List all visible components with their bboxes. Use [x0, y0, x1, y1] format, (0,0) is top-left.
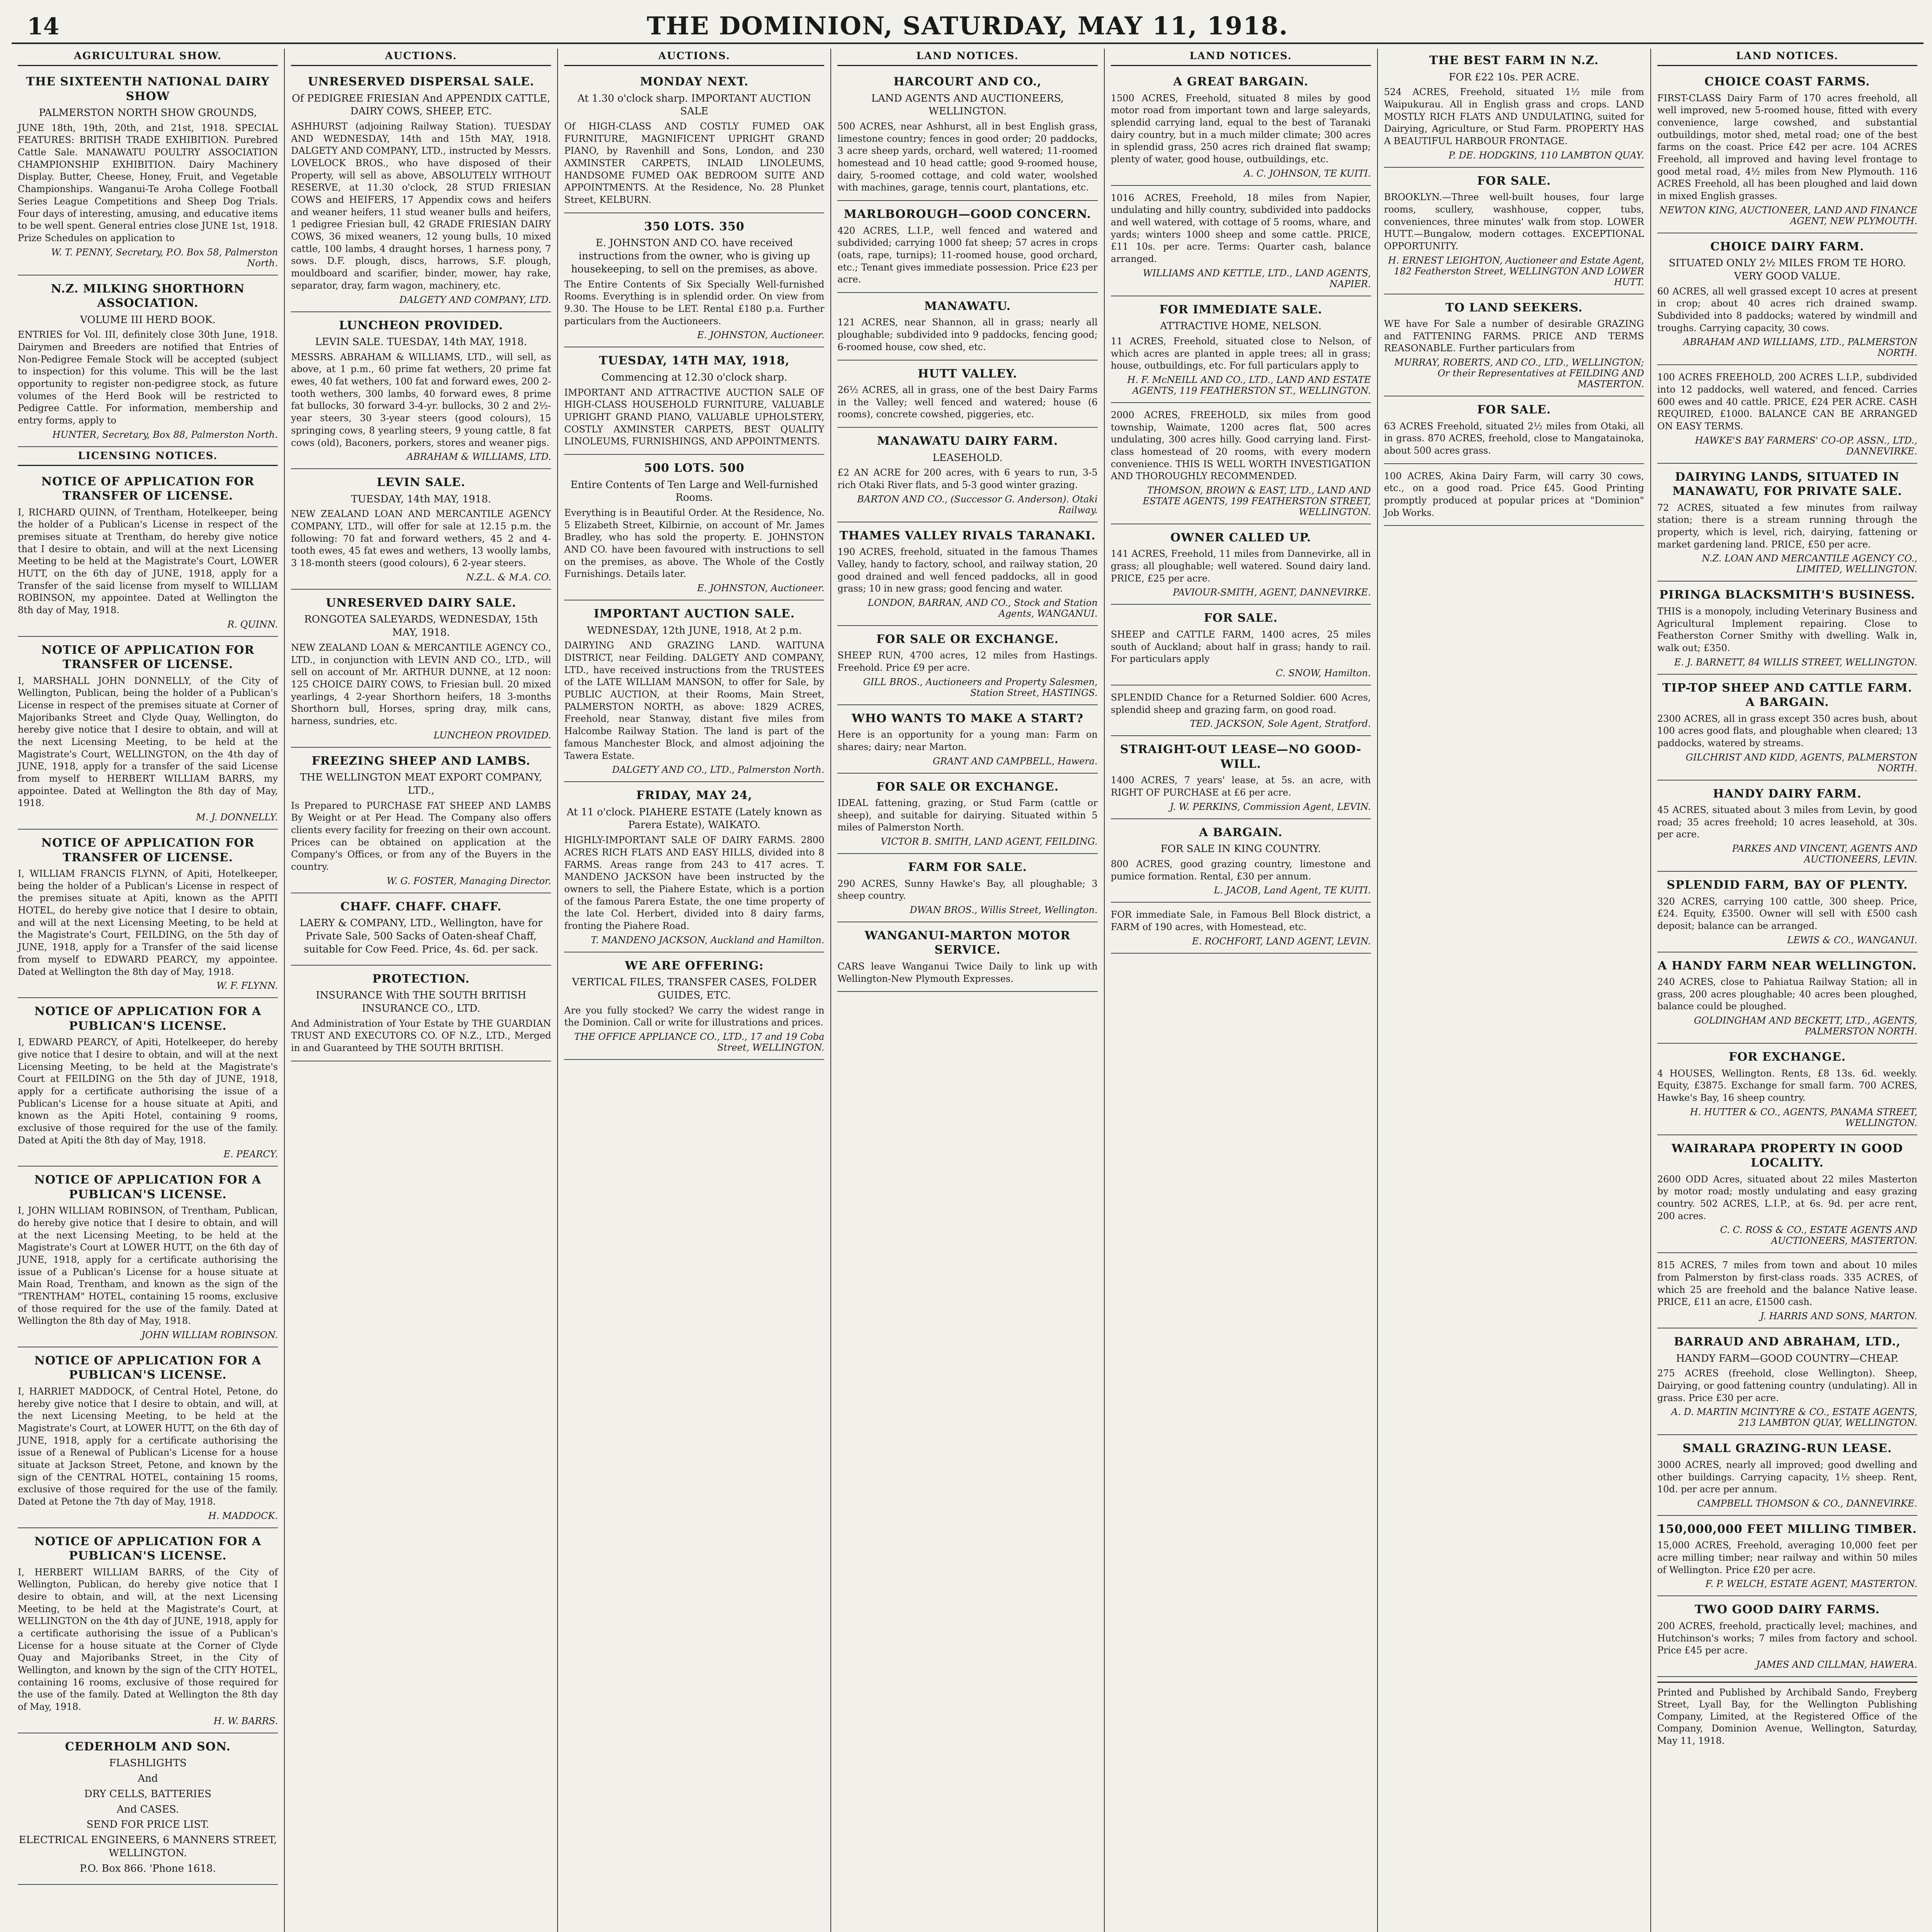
advertisement [1657, 583, 1917, 674]
ad-subtitle: Entire Contents of Ten Large and Well-furnished Rooms. [570, 479, 818, 504]
advertisement [291, 70, 551, 312]
ad-subtitle: PALMERSTON NORTH SHOW GROUNDS, [39, 107, 257, 119]
advertisement [1384, 296, 1644, 397]
advertisement [1111, 606, 1371, 685]
ad-body: 524 ACRES, Freehold, situated 1½ mile from Waipukurau. All in English grass and crops. LAND MOSTLY RICH FLATS AND UNDULATING, suited for Dairying, Agriculture, or Stud Farm. PROPERTY HAS A BEAUTIFUL HARBOUR FRONTAGE. [1384, 87, 1644, 146]
ad-body: The Entire Contents of Six Specially Well-furnished Rooms. Everything is in splendid order. On view from 9.30. The House to be LET. Rental £180 p.a. Further particulars from the Auctioneers. [564, 279, 825, 327]
advertisement [1111, 821, 1371, 903]
ad-subtitle: THE WELLINGTON MEAT EXPORT COMPANY, LTD., [300, 772, 543, 796]
ad-subtitle: TUESDAY, 14th MAY, 1918. [351, 493, 492, 505]
ad-signature: N.Z.L. & M.A. CO. [466, 571, 551, 583]
ad-body: 26½ ACRES, all in grass, one of the best Dairy Farms in the Valley; well fenced and watered; house (6 rooms), concrete cowshed, piggeries, etc. [837, 384, 1098, 420]
ad-signature: GOLDINGHAM AND BECKETT, LTD., AGENTS, PALMERSTON NORTH. [1694, 1015, 1917, 1037]
advertisement [291, 895, 551, 966]
ad-signature: JOHN WILLIAM ROBINSON. [141, 1329, 278, 1340]
ad-signature: LEWIS & CO., WANGANUI. [1787, 934, 1917, 946]
ad-title: NOTICE OF APPLICATION FOR A PUBLICAN'S LICENSE. [34, 1534, 262, 1563]
ad-signature: H. MADDOCK. [208, 1510, 278, 1521]
advertisement [1657, 465, 1917, 582]
column-heading: AUCTIONS. [291, 49, 551, 66]
advertisement [18, 470, 278, 637]
ad-title: THAMES VALLEY RIVALS TARANAKI. [839, 529, 1096, 543]
advertisement [837, 524, 1097, 626]
ad-body: I, EDWARD PEARCY, of Apiti, Hotelkeeper, do hereby give notice that I desire to obtain, and will at the next Licensing Meeting, to be held at the Magistrate's Court at FEILDING on the 5th day of JUNE, 1918, apply for a certificate authorising the issue of a Publican's License for a house situate at Apiti, and known as the Apiti Hotel, containing 9 rooms, exclusive of those required for the use of the family. Dated at Apiti the 8th day of May, 1918. [18, 1037, 278, 1146]
ad-body: 275 ACRES (freehold, close Wellington). Sheep, Dairying, or good fattening country (undulating). All in grass. Price £30 per acre. [1657, 1368, 1917, 1403]
ad-signature: H. F. McNEILL AND CO., LTD., LAND AND ESTATE AGENTS, 119 FEATHERSTON ST., WELLINGTON. [1127, 374, 1371, 396]
advertisement [1384, 466, 1644, 526]
ad-signature: ABRAHAM & WILLIAMS, LTD. [406, 451, 551, 463]
ad-body: JUNE 18th, 19th, 20th, and 21st, 1918. SPECIAL FEATURES: BRITISH TRADE EXHIBITION. Purebred Cattle Sale. MANAWATU POULTRY ASSOCIATION CHAMPIONSHIP EXHIBITION. Dairy Machinery Display. Butter, Cheese, Honey, Fruit, and Vegetable Championships. Wanganui-Te Aroha College Football Series League Competitions and Sheep Dog Trials. Four days of interesting, amusing, and educative items to be well spent. General entries close JUNE 1st, 1918. Prize Schedules on application to [18, 122, 278, 243]
ad-signature: P. DE. HODGKINS, 110 LAMBTON QUAY. [1448, 150, 1644, 161]
ad-title: NOTICE OF APPLICATION FOR TRANSFER OF LICENSE. [41, 836, 255, 864]
ad-title: TO LAND SEEKERS. [1445, 301, 1583, 315]
column-heading: LAND NOTICES. [837, 49, 1097, 66]
ad-body: 60 ACRES, all well grassed except 10 acres at present in crop; about 40 acres rich drained swamp. Subdivided into 8 paddocks; watered by windmill and troughs. Carrying capacity, 30 cows. [1657, 286, 1917, 333]
column-3 [557, 49, 830, 1932]
ad-title: CHOICE DAIRY FARM. [1710, 240, 1864, 253]
ad-signature: F. P. WELCH, ESTATE AGENT, MASTERTON. [1705, 1578, 1917, 1590]
ad-signature: W. F. FLYNN. [216, 980, 278, 992]
advertisement [18, 1349, 278, 1528]
ad-body: FOR immediate Sale, in Famous Bell Block district, a FARM of 190 acres, with Homestead, etc. [1111, 909, 1371, 932]
ad-body: 121 ACRES, near Shannon, all in grass; nearly all ploughable; subdivided into 9 paddocks, fencing good; 6-roomed house, cow shed, etc. [837, 317, 1098, 352]
advertisement [837, 362, 1097, 428]
ad-body: 1016 ACRES, Freehold, 18 miles from Napier, undulating and hilly country, subdivided into paddocks and well watered, with cottage of 5 rooms, whare, and yards; winters 1000 sheep and some cattle. PRICE, £11 10s. per acre. Terms: Quarter cash, balance arranged. [1111, 192, 1371, 264]
ad-title: LUNCHEON PROVIDED. [339, 318, 503, 332]
ad-body: DAIRYING AND GRAZING LAND. WAITUNA DISTRICT, near Feilding. DALGETY AND COMPANY, LTD., have received instructions from the TRUSTEES of the LATE WILLIAM MANSON, to offer for Sale, by PUBLIC AUCTION, at their Rooms, Main Street, PALMERSTON NORTH, as above: 1829 ACRES, Freehold, near Stanway, distant five miles from Halcombe Railway Station. The land is part of the famous Manchester Block, and almost adjoining the Tawera Estate. [564, 640, 825, 761]
column-5 [1104, 49, 1377, 1932]
ad-title: UNRESERVED DAIRY SALE. [326, 596, 517, 610]
ad-subtitle: LAND AGENTS AND AUCTIONEERS, WELLINGTON. [871, 92, 1064, 117]
ad-signature: J. HARRIS AND SONS, MARTON. [1760, 1311, 1917, 1322]
ad-signature: BARTON AND CO., (Successor G. Anderson). Otaki Railway. [857, 493, 1098, 515]
ad-body: NEW ZEALAND LOAN AND MERCANTILE AGENCY COMPANY, LTD., will offer for sale at 12.15 p.m. the following: 70 fat and forward wethers, 45 2 and 4-tooth ewes, 45 fat ewes and wethers, 13 woolly lambs, 3 18-month steers (good colours), 6 2-year steers. [291, 509, 551, 569]
ad-title: 500 LOTS. 500 [644, 461, 745, 475]
ad-signature: NEWTON KING, AUCTIONEER, LAND AND FINANCE AGENT, NEW PLYMOUTH. [1659, 204, 1917, 226]
ad-signature: THOMSON, BROWN & EAST, LTD., LAND AND ESTATE AGENTS, 199 FEATHERSTON STREET, WELLINGTON. [1143, 485, 1371, 517]
ad-signature: L. JACOB, Land Agent, TE KUITI. [1214, 885, 1371, 896]
ad-title: CHOICE COAST FARMS. [1704, 75, 1870, 88]
advertisement [837, 924, 1097, 992]
ad-signature: N.Z. LOAN AND MERCANTILE AGENCY CO., LIMITED, WELLINGTON. [1702, 553, 1917, 575]
ad-title: LEVIN SALE. [376, 476, 466, 490]
ad-title: MANAWATU. [924, 299, 1011, 313]
advertisement [1111, 904, 1371, 953]
advertisement [1111, 187, 1371, 296]
ad-signature: H. ERNEST LEIGHTON, Auctioneer and Estate Agent, 182 Featherston Street, WELLINGTON AND LOWER HUTT. [1388, 255, 1644, 287]
ad-body: 11 ACRES, Freehold, situated close to Nelson, of which acres are planted in apple trees; all in grass; house, outbuildings, etc. For full particulars apply to [1111, 335, 1371, 371]
ad-signature: JAMES AND CILLMAN, HAWERA. [1756, 1659, 1917, 1670]
ad-subtitle: FOR £22 10s. PER ACRE. [1449, 71, 1580, 83]
ad-signature: MURRAY, ROBERTS, AND CO., LTD., WELLINGTON; Or their Representatives at FEILDING AND MASTERTON. [1394, 357, 1644, 390]
ad-signature: J. W. PERKINS, Commission Agent, LEVIN. [1170, 801, 1371, 812]
ad-body: 45 ACRES, situated about 3 miles from Levin, by good road; 35 acres freehold; 10 acres leasehold, at 30s. per acre. [1657, 804, 1917, 840]
ad-body: Are you fully stocked? We carry the widest range in the Dominion. Call or write for illustrations and prices. [564, 1005, 825, 1028]
advertisement [291, 314, 551, 469]
ad-body: 3000 ACRES, nearly all improved; good dwelling and other buildings. Carrying capacity, 1½ sheep. Rent, 10d. per acre per annum. [1657, 1459, 1917, 1495]
ad-title: PROTECTION. [372, 972, 470, 986]
ad-title: PIRINGA BLACKSMITH'S BUSINESS. [1659, 588, 1915, 602]
ad-title: TWO GOOD DAIRY FARMS. [1694, 1603, 1880, 1617]
advertisement [564, 456, 824, 600]
advertisement [1657, 873, 1917, 952]
ad-signature: DALGETY AND CO., LTD., Palmerston North. [612, 764, 825, 776]
printer-imprint: Printed and Published by Archibald Sando, Freyberg Street, Lyall Bay, for the Wellington Publishing Company, Limited, at the Registered Office of the Company, Dominion Avenue, Wellington, Saturday, May 11, 1918. [1657, 1682, 1917, 1747]
ad-subtitle: E. JOHNSTON AND CO. have received instructions from the owner, who is giving up housekeeping, to sell on the premises, as above. [571, 237, 818, 275]
column-heading: LAND NOTICES. [1111, 49, 1371, 66]
advertisement [18, 1530, 278, 1733]
ad-body: 2300 ACRES, all in grass except 350 acres bush, about 100 acres good flats, and ploughable when cleared; 13 paddocks, watered by streams. [1657, 713, 1917, 748]
advertisement [837, 294, 1097, 361]
ad-signature: C. C. ROSS & CO., ESTATE AGENTS AND AUCTIONEERS, MASTERTON. [1720, 1225, 1917, 1247]
ad-title: WHO WANTS TO MAKE A START? [852, 711, 1083, 725]
ad-body: 141 ACRES, Freehold, 11 miles from Dannevirke, all in grass; all ploughable; well watered. Sound dairy land. PRICE, £25 per acre. [1111, 548, 1371, 584]
advertisement [1657, 954, 1917, 1044]
advertisement [1384, 169, 1644, 294]
ad-body: 2600 ODD Acres, situated about 22 miles Masterton by motor road; mostly undulating and easy grazing country. 502 ACRES, L.I.P., at 6s. 9d. per acre rent, 200 acres. [1657, 1173, 1917, 1221]
ad-signature: PAVIOUR-SMITH, AGENT, DANNEVIRKE. [1173, 587, 1371, 598]
ad-title: MONDAY NEXT. [640, 75, 749, 88]
ad-signature: HUNTER, Secretary, Box 88, Palmerston North. [52, 429, 278, 440]
ad-title: NOTICE OF APPLICATION FOR TRANSFER OF LICENSE. [41, 474, 255, 503]
ad-signature: H. HUTTER & CO., AGENTS, PANAMA STREET, WELLINGTON. [1690, 1106, 1917, 1128]
advertisement [1657, 1045, 1917, 1135]
ad-title: HUTT VALLEY. [918, 367, 1017, 381]
ad-body: I, HERBERT WILLIAM BARRS, of the City of Wellington, Publican, do hereby give notice that I desire to obtain, and will, at the next Licensing Meeting, to be held at the Magistrate's Court, at WELLINGTON on the 4th day of JUNE, 1918, apply for a certificate authorising the issue of a Publican's License for a house situate at the Corner of Clyde Quay and Majoribanks Street, in the City of Wellington, and known by the sign of the CITY HOTEL, containing 16 rooms, exclusive of those required for the use of the family. Dated at Wellington the 8th day of May, 1918. [18, 1566, 278, 1713]
ad-body: 420 ACRES, L.I.P., well fenced and watered and subdivided; carrying 1000 fat sheep; 57 acres in crops (oats, rape, turnips); 11-roomed house, good orchard, etc.; Tenant gives immediate possession. Price £23 per acre. [837, 225, 1098, 285]
ad-title: WANGANUI-MARTON MOTOR SERVICE. [864, 929, 1071, 957]
ad-signature: GRANT AND CAMPBELL, Hawera. [933, 755, 1098, 767]
ad-line: DRY CELLS, BATTERIES [84, 1788, 212, 1800]
ad-title: THE BEST FARM IN N.Z. [1429, 54, 1599, 67]
ad-signature: PARKES AND VINCENT, AGENTS AND AUCTIONEERS, LEVIN. [1732, 843, 1917, 865]
advertisement [837, 707, 1097, 774]
masthead-title: THE DOMINION, SATURDAY, MAY 11, 1918. [646, 12, 1289, 41]
ad-title: NOTICE OF APPLICATION FOR A PUBLICAN'S LICENSE. [34, 1005, 262, 1033]
advertisement [1657, 782, 1917, 872]
ad-title: FREEZING SHEEP AND LAMBS. [311, 754, 531, 768]
masthead [12, 12, 1923, 44]
ad-signature: C. SNOW, Hamilton. [1276, 667, 1371, 679]
ad-signature: DALGETY AND COMPANY, LTD. [399, 294, 551, 305]
ad-title: NOTICE OF APPLICATION FOR TRANSFER OF LICENSE. [41, 643, 255, 672]
ad-signature: E. JOHNSTON, Auctioneer. [697, 583, 825, 594]
advertisement [837, 628, 1097, 705]
licensing-heading: LICENSING NOTICES. [18, 449, 278, 466]
ad-subtitle: RONGOTEA SALEYARDS, WEDNESDAY, 15th MAY, 1918. [304, 614, 538, 639]
ad-title: DAIRYING LANDS, SITUATED IN MANAWATU, FOR PRIVATE SALE. [1672, 470, 1902, 498]
advertisement [1657, 1137, 1917, 1253]
ad-signature: ABRAHAM AND WILLIAMS, LTD., PALMERSTON NORTH. [1683, 337, 1917, 359]
ad-title: FOR SALE. [1477, 403, 1551, 417]
ad-subtitle: HANDY FARM—GOOD COUNTRY—CHEAP. [1676, 1352, 1899, 1364]
ad-signature: E. ROCHFORT, LAND AGENT, LEVIN. [1192, 935, 1371, 947]
ad-title: SPLENDID FARM, BAY OF PLENTY. [1667, 878, 1908, 892]
ad-signature: E. JOHNSTON, Auctioneer. [697, 330, 825, 341]
ad-body: 15,000 ACRES, Freehold, averaging 10,000 feet per acre milling timber; near railway and within 50 miles of Wellington. Price £20 per acre. [1657, 1540, 1917, 1575]
ad-body: SPLENDID Chance for a Returned Soldier. 600 Acres, splendid sheep and grazing farm, on good road. [1111, 692, 1371, 715]
advertisement [1111, 405, 1371, 524]
ad-body: 290 ACRES, Sunny Hawke's Bay, all ploughable; 3 sheep country. [837, 878, 1098, 901]
column-2 [284, 49, 557, 1932]
ad-subtitle: FOR SALE IN KING COUNTRY. [1160, 843, 1321, 855]
ad-signature: VICTOR B. SMITH, LAND AGENT, FEILDING. [881, 836, 1098, 847]
ad-body: IMPORTANT AND ATTRACTIVE AUCTION SALE OF HIGH-CLASS HOUSEHOLD FURNITURE, VALUABLE UPRIGHT GRAND PIANO, VALUABLE UPHOLSTERY, COSTLY AXMINSTER CARPETS, BEST QUALITY LINOLEUMS, FURNISHINGS, AND APPOINTMENTS. [564, 387, 825, 447]
advertisement [1111, 526, 1371, 605]
ad-body: Of HIGH-CLASS AND COSTLY FUMED OAK FURNITURE, MAGNIFICENT UPRIGHT GRAND PIANO, by Ravenhill and Sons, London, and 230 AXMINSTER CARPETS, INLAID LINOLEUMS, HANDSOME FUMED OAK BEDROOM SUITE AND APPOINTMENTS. At the Residence, No. 28 Plunket Street, KELBURN. [564, 121, 825, 206]
ad-title: WE ARE OFFERING: [625, 959, 764, 973]
advertisement [1657, 676, 1917, 781]
ad-line: ELECTRICAL ENGINEERS, 6 MANNERS STREET, WELLINGTON. [19, 1834, 277, 1859]
advertisement [564, 602, 824, 782]
ad-signature: LONDON, BARRAN, AND CO., Stock and Station Agents, WANGANUI. [867, 597, 1098, 619]
ad-body: 2000 ACRES, FREEHOLD, six miles from good township, Waimate, 1200 acres flat, 500 acres undulating, 300 acres hilly. Good carrying land. First-class homestead of 20 rooms, with every modern convenience. THIS IS WELL WORTH INVESTIGATION AND THOROUGHLY RECOMMENDED. [1111, 409, 1371, 482]
advertisement [1657, 235, 1917, 366]
advertisement [1657, 1598, 1917, 1677]
ad-title: MANAWATU DAIRY FARM. [877, 434, 1058, 448]
ad-signature: R. QUINN. [227, 619, 278, 630]
ad-title: CHAFF. CHAFF. CHAFF. [340, 900, 502, 913]
ad-title: A BARGAIN. [1199, 825, 1283, 839]
ad-title: OWNER CALLED UP. [1170, 531, 1311, 544]
ad-body: £2 AN ACRE for 200 acres, with 6 years to run, 3-5 rich Otaki River flats, and 5-3 good winter grazing. [837, 467, 1098, 490]
ad-title: FOR SALE OR EXCHANGE. [876, 632, 1059, 646]
advertisement [837, 855, 1097, 922]
advertisement [1111, 738, 1371, 819]
ad-signature: GILL BROS., Auctioneers and Property Salesmen, Station Street, HASTINGS. [863, 676, 1098, 698]
advertisement [1657, 1437, 1917, 1516]
advertisement [1657, 1255, 1917, 1328]
ad-signature: T. MANDENO JACKSON, Auckland and Hamilton. [591, 934, 825, 946]
advertisement [564, 215, 824, 348]
ad-body: 1500 ACRES, Freehold, situated 8 miles by good motor road from important town and large saleyards, splendid carrying land, equal to the best of Taranaki dairy country, but in a much milder climate; 300 acres in splendid grass, 250 acres rich drained flat swamp; plenty of water, good house, outbuildings, etc. [1111, 92, 1371, 165]
advertisement [18, 1000, 278, 1167]
ad-title: FRIDAY, MAY 24, [636, 789, 753, 803]
advertisement [564, 784, 824, 952]
ad-subtitle: At 11 o'clock. PIAHERE ESTATE (Lately known as Parera Estate), WAIKATO. [566, 806, 822, 831]
ad-title: FOR SALE. [1477, 174, 1551, 188]
ad-title: BARRAUD AND ABRAHAM, LTD., [1673, 1335, 1901, 1349]
ad-title: N.Z. MILKING SHORTHORN ASSOCIATION. [51, 282, 245, 310]
ad-title: CEDERHOLM AND SON. [65, 1740, 231, 1753]
column-heading: LAND NOTICES. [1657, 49, 1917, 66]
advertisement [837, 202, 1097, 293]
ad-body: ASHHURST (adjoining Railway Station). TUESDAY AND WEDNESDAY, 14th and 15th MAY, 1918. DALGETY AND COMPANY, LTD., instructed by Messrs. LOVELOCK BROS., who have disposed of their Property, will sell as above, ABSOLUTELY WITHOUT RESERVE, at 11.30 o'clock, 28 STUD FRIESIAN COWS and HEIFERS, 17 Appendix cows and heifers and weaner heifers, 11 stud weaner bulls and heifers, 1 pedigree Friesian bull, 42 GRADE FRIESIAN DAIRY COWS, 36 mixed weaners, 12 young bulls, 10 mixed cattle, 100 lambs, 4 draught horses, 1 harness pony, 7 sows. D.F. plough, discs, harrows, S.F. plough, mouldboard and scarifier, binder, mower, hay rake, separator, dray, farm wagon, machinery, etc. [291, 121, 551, 291]
ad-signature: TED. JACKSON, Sole Agent, Stratford. [1190, 718, 1371, 730]
ad-line: FLASHLIGHTS [109, 1757, 187, 1769]
column-1 [12, 49, 284, 1932]
column-4 [830, 49, 1104, 1932]
ad-body: I, JOHN WILLIAM ROBINSON, of Trentham, Publican, do hereby give notice that I desire to obtain, and will at the next Licensing Meeting, to be held at the Magistrate's Court at LOWER HUTT, on the 6th day of JUNE, 1918, apply for a certificate authorising the issue of a Publican's License for a house situate at Main Road, Trentham, and known as the sign of the "TRENTHAM" HOTEL, containing 15 rooms, exclusive of those required for the use of the family. Dated at Wellington the 8th day of May, 1918. [18, 1205, 278, 1327]
ad-body: 500 ACRES, near Ashhurst, all in best English grass, limestone country; fences in good order; 20 paddocks, 3 acre sheep yards, orchard, well watered; 11-roomed homestead and 10 head cattle; good 9-roomed house, dairy, 5-roomed cottage, and cold water, woolshed with machines, garage, tennis court, plantations, etc. [837, 121, 1098, 193]
ad-body: NEW ZEALAND LOAN & MERCANTILE AGENCY CO., LTD., in conjunction with LEVIN AND CO., LTD., will sell on account of Mr. ARTHUR DUNNE, at 12 noon: 125 CHOICE DAIRY COWS, to Friesian bull. 20 mixed yearlings, 4 2-year Shorthorn heifers, 18 3-months Shorthorn bull, Horses, spring dray, milk cans, harness, sundries, etc. [291, 642, 551, 726]
advertisement [837, 70, 1097, 201]
ad-body: 63 ACRES Freehold, situated 2½ miles from Otaki, all in grass. 870 ACRES, freehold, close to Mangatainoka, about 500 acres grass. [1384, 420, 1644, 456]
ad-subtitle: Commencing at 12.30 o'clock sharp. [601, 371, 787, 383]
ad-signature: HAWKE'S BAY FARMERS' CO-OP. ASSN., LTD., DANNEVIRKE. [1695, 435, 1917, 457]
newspaper-page [12, 12, 1923, 1932]
ad-signature: M. J. DONNELLY. [196, 812, 278, 823]
advertisement [837, 775, 1097, 854]
advertisement [1657, 367, 1917, 463]
advertisement [1657, 1517, 1917, 1597]
ad-signature: W. G. FOSTER, Managing Director. [386, 875, 551, 886]
ad-body: 320 ACRES, carrying 100 cattle, 300 sheep. Price, £24. Equity, £3500. Owner will sell with £500 cash deposit; balance can be arranged. [1657, 896, 1917, 931]
ad-body: THIS is a monopoly, including Veterinary Business and Agricultural Implement repairing. Close to Featherston Corner Smithy with dwelling. Walk in, walk out; £350. [1657, 605, 1917, 653]
ad-signature: E. J. BARNETT, 84 WILLIS STREET, WELLINGTON. [1674, 656, 1917, 668]
ad-title: IMPORTANT AUCTION SALE. [594, 607, 795, 621]
ad-title: WAIRARAPA PROPERTY IN GOOD LOCALITY. [1671, 1141, 1903, 1170]
advertisement [18, 831, 278, 998]
ad-body: And Administration of Your Estate by THE GUARDIAN TRUST AND EXECUTORS CO. OF N.Z., LTD., Merged in and Guaranteed by THE SOUTH BRITISH. [291, 1018, 551, 1054]
advertisement [18, 638, 278, 830]
ad-title: FOR EXCHANGE. [1728, 1050, 1846, 1064]
ad-body: 240 ACRES, close to Pahiatua Railway Station; all in grass, 200 acres ploughable; 40 acres been ploughed, balance could be ploughed. [1657, 976, 1917, 1012]
advertisement [564, 70, 824, 213]
ad-signature: LUNCHEON PROVIDED. [434, 730, 551, 741]
ad-body: I, MARSHALL JOHN DONNELLY, of the City of Wellington, Publican, being the holder of a Publican's License in respect of the premises situate at Corner of Majoribanks Street and Clyde Quay, Wellington, do hereby give notice that I desire to obtain, and will at the next Licensing Meeting, to be held at the Magistrate's Court, WELLINGTON, on the 4th day of JUNE, 1918, apply for a transfer of the said License from myself to HERBERT WILLIAM BARRS, my appointee. Dated at Wellington the 8th day of May, 1918. [18, 675, 278, 809]
ad-body: 200 ACRES, freehold, practically level; machines, and Hutchinson's works; 7 miles from factory and school. Price £45 per acre. [1657, 1620, 1917, 1656]
ad-body: I, RICHARD QUINN, of Trentham, Hotelkeeper, being the holder of a Publican's License in respect of the premises situate at Trentham, do hereby give notice that I desire to obtain, and will at the next Licensing Meeting to be held at the Magistrate's Court, LOWER HUTT, on the 6th day of JUNE, 1918, apply for a Transfer of the said license from myself to WILLIAM ROBINSON, my appointee. Dated at Wellington the 8th day of May, 1918. [18, 507, 278, 616]
ad-body: Everything is in Beautiful Order. At the Residence, No. 5 Elizabeth Street, Kilbirnie, on account of Mr. James Bradley, who has sold the property. E. JOHNSTON AND CO. have been favoured with instructions to sell on the premises, as above. The Whole of the Costly Furnishings. Details later. [564, 507, 825, 580]
ad-title: A GREAT BARGAIN. [1173, 75, 1309, 88]
ad-subtitle: VOLUME III HERD BOOK. [80, 314, 216, 326]
advertisement [1384, 398, 1644, 464]
ad-title: 350 LOTS. 350 [644, 219, 745, 233]
advertisement [291, 967, 551, 1061]
ad-signature: GILCHRIST AND KIDD, AGENTS, PALMERSTON NORTH. [1685, 752, 1917, 774]
ad-title: UNRESERVED DISPERSAL SALE. [308, 75, 534, 88]
ad-body: 800 ACRES, good grazing country, limestone and pumice formation. Rental, £30 per annum. [1111, 858, 1371, 882]
ad-title: FOR IMMEDIATE SALE. [1159, 303, 1323, 316]
page-number: 14 [27, 13, 60, 40]
advertisement [564, 954, 824, 1060]
ad-signature: A. C. JOHNSON, TE KUITI. [1244, 168, 1371, 179]
advertisement [18, 1168, 278, 1347]
ad-body: 4 HOUSES, Wellington. Rents, £8 13s. 6d. weekly. Equity, £3875. Exchange for small farm. 700 ACRES, Hawke's Bay, 16 sheep country. [1657, 1068, 1917, 1103]
ad-line: P.O. Box 866. 'Phone 1618. [80, 1862, 216, 1874]
ad-title: STRAIGHT-OUT LEASE—NO GOOD-WILL. [1120, 743, 1362, 771]
ad-signature: CAMPBELL THOMSON & CO., DANNEVIRKE. [1697, 1498, 1917, 1509]
ad-signature: E. PEARCY. [223, 1149, 278, 1160]
cederholm-advertisement [18, 1735, 278, 1885]
ad-body: MESSRS. ABRAHAM & WILLIAMS, LTD., will sell, as above, at 1 p.m., 60 prime fat wethers, 20 prime fat ewes, 40 fat wethers, 100 fat and forward ewes, 200 2-tooth wethers, 300 lambs, 40 forward ewes, 8 prime fat bullocks, 30 forward 3-4-yr. bullocks, 30 2 and 2½-year steers, 30 3-year steers (good colours), 15 springing cows, 8 yearling steers, 9 young cattle, 8 fat cows (old), Baconers, porkers, stores and weaner pigs. [291, 351, 551, 448]
ad-body: 815 ACRES, 7 miles from town and about 10 miles from Palmerston by first-class roads. 335 ACRES, of which 25 are freehold and the balance Native lease. PRICE, £11 an acre, £1500 cash. [1657, 1260, 1917, 1308]
ad-body: Here is an opportunity for a young man: Farm on shares; dairy; near Marton. [837, 729, 1098, 752]
ad-subtitle: LEVIN SALE. TUESDAY, 14th MAY, 1918. [315, 336, 527, 348]
ad-subtitle: VERTICAL FILES, TRANSFER CASES, FOLDER GUIDES, ETC. [572, 976, 817, 1001]
ad-body: WE have For Sale a number of desirable GRAZING and FATTENING FARMS. PRICE AND TERMS REASONABLE. Further particulars from [1384, 318, 1644, 354]
advertisement [1384, 49, 1644, 168]
ad-signature: DWAN BROS., Willis Street, Wellington. [910, 904, 1098, 915]
advertisement [1111, 298, 1371, 403]
ad-subtitle: At 1.30 o'clock sharp. IMPORTANT AUCTION SALE [577, 92, 811, 117]
ad-body: 1400 ACRES, 7 years' lease, at 5s. an acre, with RIGHT OF PURCHASE at £6 per acre. [1111, 775, 1371, 798]
ad-signature: WILLIAMS AND KETTLE, LTD., LAND AGENTS, NAPIER. [1143, 267, 1371, 289]
ad-title: A HANDY FARM NEAR WELLINGTON. [1658, 959, 1917, 973]
ad-subtitle: LAERY & COMPANY, LTD., Wellington, have for Private Sale, 500 Sacks of Oaten-sheaf Chaff, suitable for Cow Feed. Price, 4s. 6d. per sack. [299, 917, 543, 955]
ad-subtitle: WEDNESDAY, 12th JUNE, 1918, At 2 p.m. [587, 624, 802, 636]
advertisement [837, 429, 1097, 522]
ad-subtitle: Of PEDIGREE FRIESIAN And APPENDIX CATTLE, DAIRY COWS, SHEEP, ETC. [292, 92, 551, 117]
ad-body: Is Prepared to PURCHASE FAT SHEEP AND LAMBS By Weight or at Per Head. The Company also offers clients every facility for freezing on their own account. Prices can be obtained on application at the Company's Offices, or from any of the Buyers in the country. [291, 800, 551, 872]
ad-body: 100 ACRES FREEHOLD, 200 ACRES L.I.P., subdivided into 12 paddocks, well watered, and fenced. Carries 600 ewes and 40 cattle. PRICE, £24 PER ACRE. CASH REQUIRED, £1000. BALANCE CAN BE ARRANGED ON EASY TERMS. [1657, 372, 1917, 432]
ad-body: 100 ACRES, Akina Dairy Farm, will carry 30 cows, etc., on a good road. Price £45. Good Printing promptly produced at popular prices at "Dominion" Job Works. [1384, 470, 1644, 518]
advertisement [18, 277, 278, 447]
ad-signature: H. W. BARRS. [213, 1715, 278, 1726]
ad-title: FOR SALE OR EXCHANGE. [876, 780, 1059, 794]
advertisement [291, 749, 551, 893]
ad-body: HIGHLY-IMPORTANT SALE OF DAIRY FARMS. 2800 ACRES RICH FLATS AND EASY HILLS, divided into 8 FARMS. Areas range from 243 to 417 acres. T. MANDENO JACKSON have been instructed by the owners to sell, the Piahere Estate, which is a portion of the famous Parera Estate, the one time property of the late Col. Herbert, divided into 8 dairy farms, fronting the Piahere Road. [564, 835, 825, 931]
ad-body: FIRST-CLASS Dairy Farm of 170 acres freehold, all well improved, new 5-roomed house, fitted with every convenience, large cowshed, and substantial outbuildings, motor shed, metal road; one of the best farms on the coast. Price £42 per acre. 104 ACRES Freehold, all improved and having level frontage to good metal road, 4½ miles from New Plymouth. 116 ACRES Freehold, all has been ploughed and laid down in mixed English grasses. [1657, 92, 1917, 201]
column-heading: AGRICULTURAL SHOW. [18, 49, 278, 66]
ad-body: CARS leave Wanganui Twice Daily to link up with Wellington-New Plymouth Expresses. [837, 961, 1098, 984]
ad-title: HANDY DAIRY FARM. [1713, 787, 1862, 801]
ad-signature: A. D. MARTIN MCINTYRE & CO., ESTATE AGENTS, 213 LAMBTON QUAY, WELLINGTON. [1671, 1406, 1917, 1429]
ad-title: NOTICE OF APPLICATION FOR A PUBLICAN'S LICENSE. [34, 1173, 262, 1201]
ad-title: TUESDAY, 14TH MAY, 1918, [599, 354, 790, 368]
ad-subtitle: SITUATED ONLY 2½ MILES FROM TE HORO. VERY GOOD VALUE. [1668, 257, 1906, 282]
ad-title: MARLBOROUGH—GOOD CONCERN. [844, 207, 1092, 221]
ad-body: ENTRIES for Vol. III, definitely close 30th June, 1918. Dairymen and Breeders are notified that Entries of Non-Pedigree Female Stock will be accepted (subject to inspection) for this volume. This will be the last opportunity to register non-pedigree stock, as future volumes of the Herd Book will be restricted to Pedigree Cattle. For information, membership and entry forms, apply to [18, 329, 278, 426]
ad-signature: W. T. PENNY, Secretary, P.O. Box 58, Palmerston North. [51, 247, 278, 269]
ad-subtitle: LEASEHOLD. [932, 452, 1003, 464]
ad-title: SMALL GRAZING-RUN LEASE. [1682, 1442, 1892, 1456]
column-heading: AUCTIONS. [564, 49, 824, 66]
ad-line: And CASES. [117, 1803, 179, 1815]
advertisement [564, 349, 824, 455]
advertisement [18, 70, 278, 276]
ad-body: BROOKLYN.—Three well-built houses, four large rooms, scullery, washhouse, copper, tubs, conveniences, three minutes' walk from stop. LOWER HUTT.—Bungalow, modern cottages. EXCEPTIONAL OPPORTUNITY. [1384, 192, 1644, 252]
ad-body: SHEEP and CATTLE FARM, 1400 acres, 25 miles south of Auckland; about half in grass; handy to rail. For particulars apply [1111, 629, 1371, 665]
advertisement [1657, 70, 1917, 233]
columns-container [12, 49, 1923, 1932]
ad-subtitle: INSURANCE With THE SOUTH BRITISH INSURANCE CO., LTD. [316, 990, 527, 1014]
ad-body: IDEAL fattening, grazing, or Stud Farm (cattle or sheep), and suitable for dairying. Situated within 5 miles of Palmerston North. [837, 798, 1098, 833]
ad-body: 72 ACRES, situated a few minutes from railway station; there is a stream running through the property, which is level, rich, dairying, fattening or market gardening land. PRICE, £50 per acre. [1657, 502, 1917, 550]
advertisement [291, 471, 551, 590]
ad-body: I, WILLIAM FRANCIS FLYNN, of Apiti, Hotelkeeper, being the holder of a Publican's License in respect of the premises situate at Apiti, known as the APITI HOTEL, do hereby give notice that I desire to obtain, and will at the next Licensing Meeting, to be held at the Magistrate's Court, FEILDING, on the 5th day of JUNE, 1918, apply for a Transfer of the said license from myself to EDWARD PEARCY, my appointee. Dated at Wellington the 8th day of May, 1918. [18, 868, 278, 977]
column-6 [1377, 49, 1650, 1932]
ad-line: SEND FOR PRICE LIST. [86, 1819, 209, 1831]
ad-signature: THE OFFICE APPLIANCE CO., LTD., 17 and 19 Coba Street, WELLINGTON. [574, 1031, 825, 1053]
ad-subtitle: ATTRACTIVE HOME, NELSON. [1160, 320, 1322, 332]
advertisement [1111, 70, 1371, 186]
ad-body: 190 ACRES, freehold, situated in the famous Thames Valley, handy to factory, school, and railway station, 20 good drained and well fenced paddocks, all in good grass; 10 in new grass; good fencing and water. [837, 546, 1098, 594]
ad-title: 150,000,000 FEET MILLING TIMBER. [1657, 1522, 1917, 1536]
ad-line: And [138, 1773, 158, 1785]
advertisement [1111, 687, 1371, 736]
ad-title: TIP-TOP SHEEP AND CATTLE FARM. A BARGAIN. [1662, 681, 1912, 709]
ad-title: THE SIXTEENTH NATIONAL DAIRY SHOW [26, 75, 270, 103]
ad-body: I, HARRIET MADDOCK, of Central Hotel, Petone, do hereby give notice that I desire to obtain, and will, at the next Licensing Meeting, to be held at the Magistrate's Court, at LOWER HUTT, on the 6th day of JUNE, 1918, apply for a certificate authorising the issue of a Renewal of Publican's License for a house situate at Jackson Street, Petone, and known by the sign of the CENTRAL HOTEL, containing 15 rooms, exclusive of those required for the use of the family. Dated at Petone the 7th day of May, 1918. [18, 1386, 278, 1507]
advertisement [291, 591, 551, 748]
ad-title: FOR SALE. [1204, 611, 1278, 625]
ad-title: FARM FOR SALE. [908, 861, 1027, 874]
ad-title: HARCOURT AND CO., [893, 75, 1042, 88]
ad-body: SHEEP RUN, 4700 acres, 12 miles from Hastings. Freehold. Price £9 per acre. [837, 650, 1098, 673]
advertisement [1657, 1330, 1917, 1435]
ad-title: NOTICE OF APPLICATION FOR A PUBLICAN'S LICENSE. [34, 1354, 262, 1382]
column-7 [1650, 49, 1923, 1932]
